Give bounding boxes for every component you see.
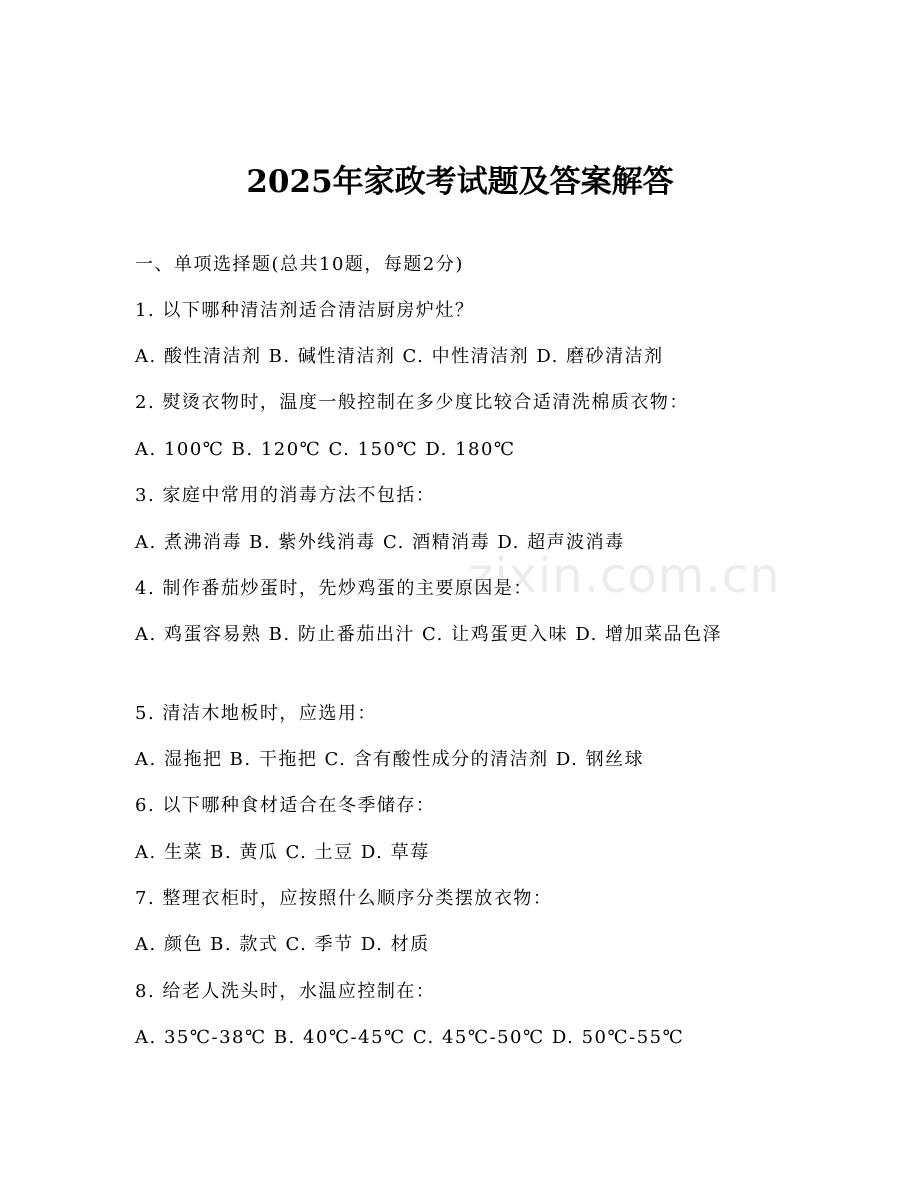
document-title: 2025年家政考试题及答案解答 <box>246 164 674 200</box>
question-options: A. 35℃-38℃ B. 40℃-45℃ C. 45℃-50℃ D. 50℃-55℃ <box>135 1027 685 1048</box>
question-options: A. 生菜 B. 黄瓜 C. 土豆 D. 草莓 <box>135 842 430 863</box>
question-stem: 2. 熨烫衣物时，温度一般控制在多少度比较合适清洗棉质衣物： <box>135 392 689 413</box>
question-options: A. 颜色 B. 款式 C. 季节 D. 材质 <box>135 934 430 955</box>
question-stem: 4. 制作番茄炒蛋时，先炒鸡蛋的主要原因是： <box>135 578 533 599</box>
question-options: A. 100℃ B. 120℃ C. 150℃ D. 180℃ <box>135 439 516 460</box>
question-options: A. 鸡蛋容易熟 B. 防止番茄出汁 C. 让鸡蛋更入味 D. 增加菜品色泽 <box>135 624 723 645</box>
question-options: A. 煮沸消毒 B. 紫外线消毒 C. 酒精消毒 D. 超声波消毒 <box>135 532 625 553</box>
question-options: A. 酸性清洁剂 B. 碱性清洁剂 C. 中性清洁剂 D. 磨砂清洁剂 <box>135 346 664 367</box>
question-stem: 7. 整理衣柜时，应按照什么顺序分类摆放衣物： <box>135 888 553 909</box>
question-stem: 3. 家庭中常用的消毒方法不包括： <box>135 485 436 506</box>
question-options: A. 湿拖把 B. 干拖把 C. 含有酸性成分的清洁剂 D. 钢丝球 <box>135 749 645 770</box>
question-stem: 6. 以下哪种食材适合在冬季储存： <box>135 795 436 816</box>
question-stem: 5. 清洁木地板时，应选用： <box>135 703 377 724</box>
question-stem: 1. 以下哪种清洁剂适合清洁厨房炉灶？ <box>135 300 475 321</box>
question-stem: 8. 给老人洗头时，水温应控制在： <box>135 981 436 1002</box>
section-heading: 一、单项选择题(总共10题，每题2分) <box>135 254 464 275</box>
watermark: zixin.com.cn <box>468 548 781 604</box>
